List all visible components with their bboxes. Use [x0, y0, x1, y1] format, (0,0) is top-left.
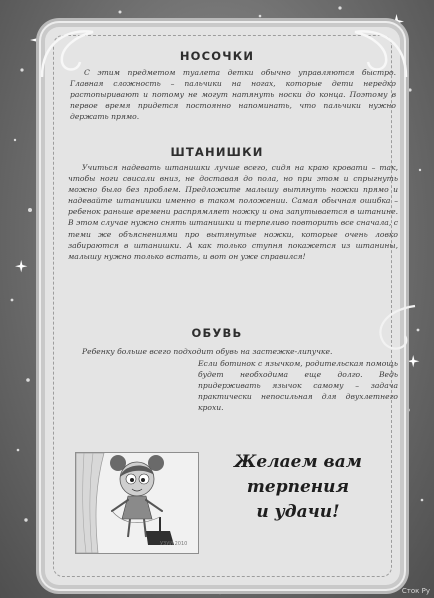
girl-illustration: [75, 452, 199, 554]
wish-text: [198, 450, 398, 525]
wish-line-2: и удачи!: [256, 502, 340, 522]
shoes-heading: ОБУВЬ: [191, 326, 243, 340]
shoes-paragraph-top: Ребенку больше всего подходит обувь на застежке-липучке.: [82, 347, 333, 356]
wish-line-1: Желаем вам терпения: [234, 452, 362, 497]
pants-paragraph: Учиться надевать штанишки лучше всего, сидя на краю кровати – так, чтобы ноги свисали вниз, не доставая до пола, но при этом и спрыгнуть можно было без проблем. Предложите малышу вытянуть ножки прямо и надевайте штанишки именно в таком положении. Самая обычная ошибка – ребенок раньше времени распрямляет ножку и она запутывается в штанине. В этом случае нужно снять штанишки и терпеливо повторить все сначала, с теми же объяснениями про вытянутые ножки, которые очень ловко забираются в штанишки. А как только ступня покажется из штанины, малышу нужно только встать, и вот он уже справился!: [68, 163, 398, 261]
illustration-signature: УЗУИ 2010: [160, 541, 188, 547]
watermark: Сток Ру: [401, 587, 430, 595]
pants-heading: ШТАНИШКИ: [170, 145, 264, 159]
socks-paragraph: С этим предметом туалета детки обычно управляются быстро. Главная сложность – пальчики на ногах, которые дети нередко растопыривают и потому не могут натянуть носки до конца. Поэтому в первое время придется постоянно напоминать, что пальчики нужно держать прямо.: [70, 68, 396, 122]
girl-with-shoe-icon: [76, 453, 198, 553]
shoes-paragraph-side: Если ботинок с язычком, родительская помощь будет необходима еще долго. Ведь придерживать язычок самому – задача практически непосильная для двухлетнего крохи.: [198, 359, 398, 413]
socks-heading: НОСОЧКИ: [179, 49, 255, 63]
